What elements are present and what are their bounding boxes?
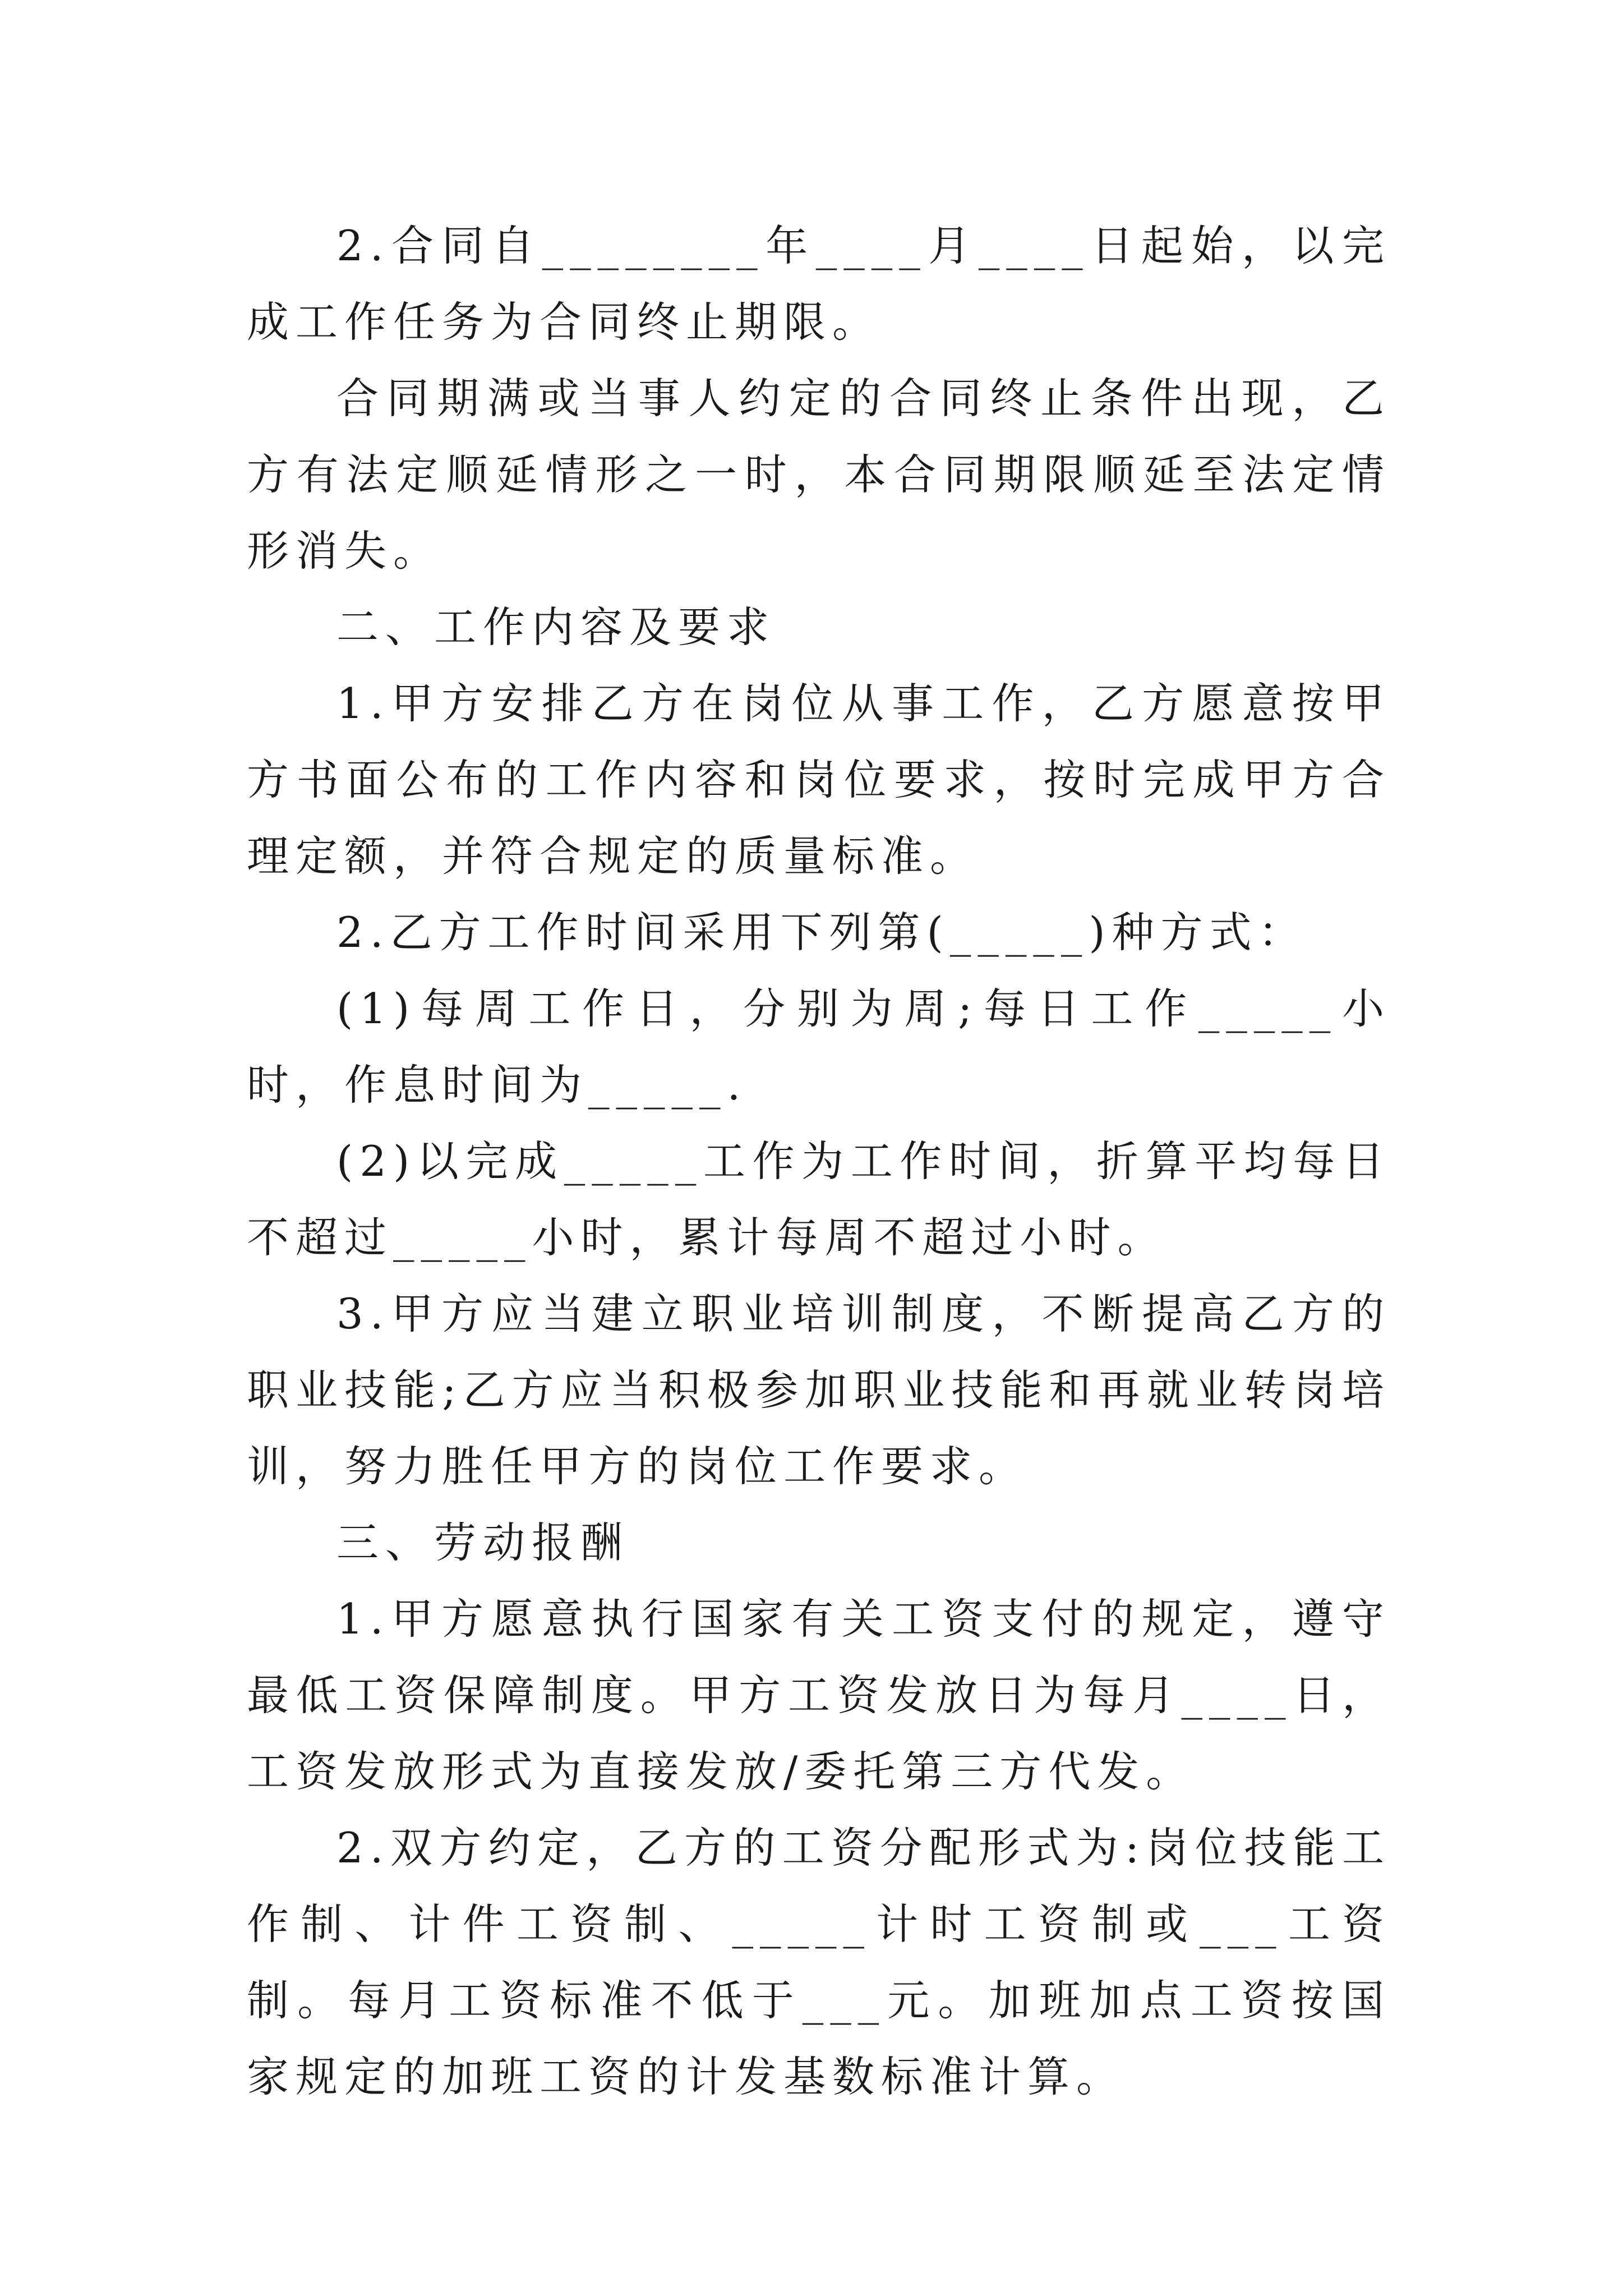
wage-form-clause: 2.双方约定，乙方的工资分配形式为:岗位技能工作制、计件工资制、_____计时工资制或___工资制。每月工资标准不低于___元。加班加点工资按国家规定的加班工资的计发基数标准计算。: [247, 1823, 1391, 2101]
training-clause: 3.甲方应当建立职业培训制度，不断提高乙方的职业技能;乙方应当积极参加职业技能和再就业转岗培训，努力胜任甲方的岗位工作要求。: [247, 1289, 1391, 1491]
working-hours-option-1: (1)每周工作日，分别为周;每日工作_____小时，作息时间为_____.: [247, 984, 1391, 1110]
working-hours-clause: 2.乙方工作时间采用下列第(_____)种方式：: [336, 908, 1307, 957]
contract-extension-clause: 合同期满或当事人约定的合同终止条件出现，乙方有法定顺延情形之一时，本合同期限顺延至法定情形消失。: [247, 374, 1391, 576]
document-body: [247, 208, 1391, 2115]
section-heading-work-content: 二、工作内容及要求: [336, 602, 776, 652]
working-hours-option-2: (2)以完成_____工作为工作时间，折算平均每日不超过_____小时，累计每周不超过小时。: [247, 1137, 1391, 1262]
wage-payment-clause: 1.甲方愿意执行国家有关工资支付的规定，遵守最低工资保障制度。甲方工资发放日为每月____日，工资发放形式为直接发放/委托第三方代发。: [247, 1594, 1391, 1796]
section-heading-remuneration: 三、劳动报酬: [336, 1518, 630, 1567]
work-assignment-clause: 1.甲方安排乙方在岗位从事工作，乙方愿意按甲方书面公布的工作内容和岗位要求，按时完成甲方合理定额，并符合规定的质量标准。: [247, 679, 1391, 881]
contract-term-clause: 2.合同自________年____月____日起始，以完成工作任务为合同终止期限。: [247, 221, 1391, 347]
